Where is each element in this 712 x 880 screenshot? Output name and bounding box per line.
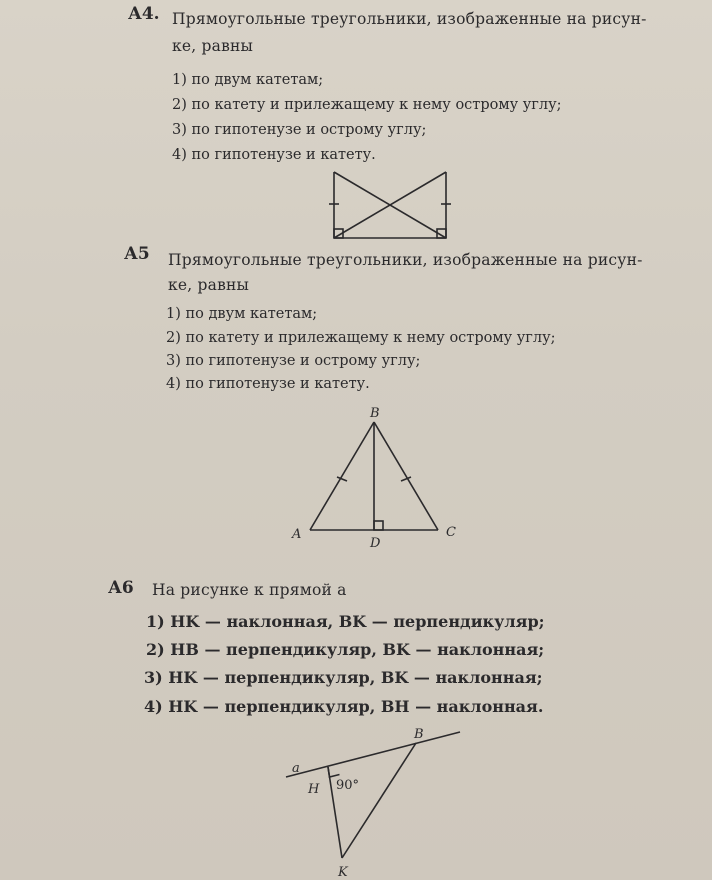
figure-a6-label-h: H xyxy=(308,782,320,797)
figure-a5-label-d: D xyxy=(370,536,381,550)
question-a5-option-4: 4) по гипотенузе и катету. xyxy=(166,376,370,392)
question-a4-option-2: 2) по катету и прилежащему к нему острому углу; xyxy=(172,97,562,113)
question-a6-number: А6 xyxy=(108,578,134,598)
figure-a5-label-b: B xyxy=(370,406,380,421)
question-a6-option-1: 1) HK — наклонная, BK — перпендикуляр; xyxy=(146,612,545,631)
figure-a6-label-angle: 90° xyxy=(336,778,360,793)
question-a6-title: На рисунке к прямой a xyxy=(152,581,347,599)
question-a4-number: А4. xyxy=(128,4,160,24)
question-a5-option-3: 3) по гипотенузе и острому углу; xyxy=(166,353,421,369)
figure-a6-label-b: B xyxy=(414,727,424,742)
figure-a6-label-k: K xyxy=(338,865,348,880)
figure-a5-label-c: C xyxy=(446,525,456,540)
figure-a5-triangle xyxy=(286,400,466,550)
figure-a5-label-a: A xyxy=(292,527,302,542)
question-a5-option-2: 2) по катету и прилежащему к нему острому углу; xyxy=(166,330,556,346)
question-a4-option-4: 4) по гипотенузе и катету. xyxy=(172,147,376,163)
figure-a6-label-line-a: a xyxy=(292,761,300,776)
question-a4-option-3: 3) по гипотенузе и острому углу; xyxy=(172,122,427,138)
question-a5-title-line2: ке, равны xyxy=(168,276,250,294)
question-a5-option-1: 1) по двум катетам; xyxy=(166,306,318,322)
question-a5-number: А5 xyxy=(124,244,150,264)
question-a6-option-2: 2) HB — перпендикуляр, BK — наклонная; xyxy=(146,640,545,659)
question-a4-option-1: 1) по двум катетам; xyxy=(172,72,324,88)
question-a4-title-line2: ке, равны xyxy=(172,37,254,55)
question-a6-option-4: 4) HK — перпендикуляр, BH — наклонная. xyxy=(144,697,544,716)
question-a5-title-line1: Прямоугольные треугольники, изображенные на рисун- xyxy=(168,251,643,269)
question-a4-title-line1: Прямоугольные треугольники, изображенные на рисун- xyxy=(172,10,647,28)
figure-a4-triangles xyxy=(326,166,456,246)
question-a6-option-3: 3) HK — перпендикуляр, BK — наклонная; xyxy=(144,668,543,687)
figure-a6-lines xyxy=(282,722,472,880)
